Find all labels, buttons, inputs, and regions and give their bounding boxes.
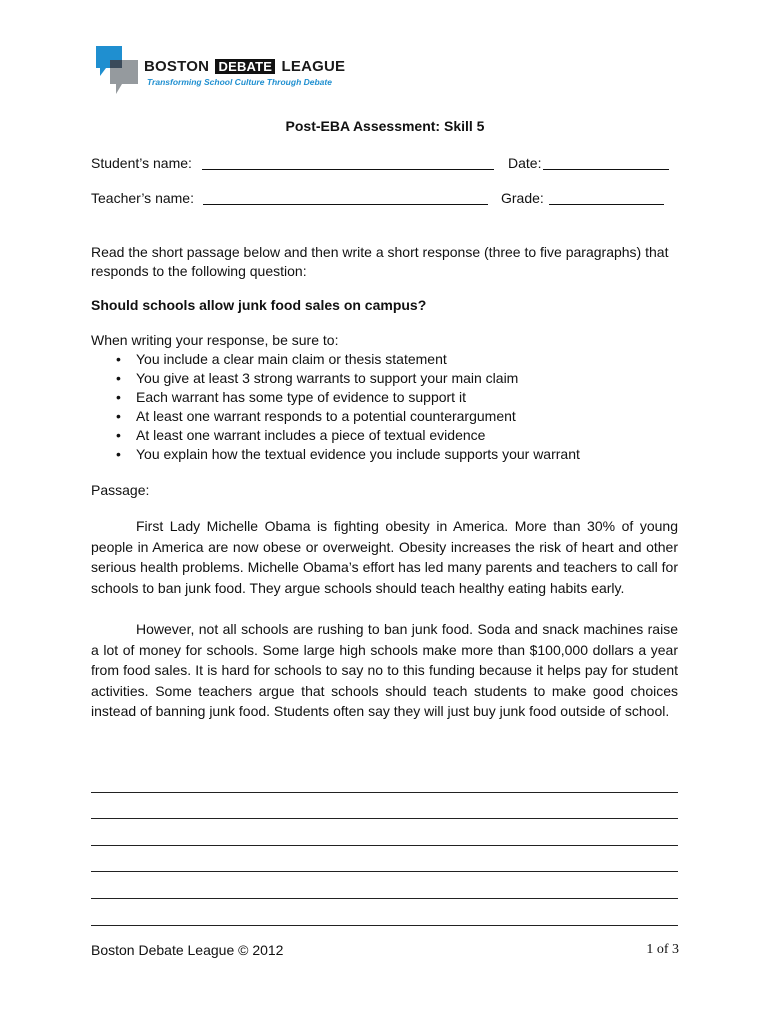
student-name-label: Student’s name:: [91, 155, 192, 171]
logo-wordmark: [144, 58, 345, 75]
response-line[interactable]: [91, 871, 678, 872]
logo-word-league: LEAGUE: [281, 58, 346, 75]
teacher-name-line[interactable]: [203, 204, 488, 205]
checklist-item: • You include a clear main claim or thesis statement: [91, 350, 580, 369]
checklist-item: • At least one warrant responds to a potential counterargument: [91, 407, 580, 426]
grade-line[interactable]: [549, 204, 664, 205]
response-line[interactable]: [91, 845, 678, 846]
student-name-line[interactable]: [202, 169, 494, 170]
passage-label: Passage:: [91, 482, 150, 498]
instructions-text: Read the short passage below and then write a short response (three to five paragraphs) that responds to the following question:: [91, 244, 669, 279]
logo-word-boston: BOSTON: [144, 58, 210, 75]
checklist-item: • You give at least 3 strong warrants to support your main claim: [91, 369, 580, 388]
response-line[interactable]: [91, 925, 678, 926]
date-label: Date:: [508, 155, 542, 171]
speech-bubbles-icon: [94, 44, 142, 100]
response-line[interactable]: [91, 818, 678, 819]
passage-paragraph-1: First Lady Michelle Obama is fighting obesity in America. More than 30% of young people in America are now obese or overweight. Obesity increases the risk of heart and other serious health problems. Michelle Obama’s effort has led many parents and teachers to call for schools to ban junk food. They argue schools should teach healthy eating habits early.: [91, 518, 678, 596]
checklist-intro: When writing your response, be sure to:: [91, 332, 339, 348]
teacher-name-label: Teacher’s name:: [91, 190, 194, 206]
question-text: Should schools allow junk food sales on campus?: [91, 297, 427, 313]
response-line[interactable]: [91, 792, 678, 793]
boston-debate-league-logo: [94, 44, 354, 100]
checklist-item: • You explain how the textual evidence you include supports your warrant: [91, 445, 580, 464]
checklist-item: • At least one warrant includes a piece of textual evidence: [91, 426, 580, 445]
checklist-item: • Each warrant has some type of evidence to support it: [91, 388, 580, 407]
response-checklist: [91, 350, 580, 464]
logo-tagline: Transforming School Culture Through Debate: [147, 77, 332, 87]
grade-label: Grade:: [501, 190, 544, 206]
date-line[interactable]: [543, 169, 669, 170]
page-title: Post-EBA Assessment: Skill 5: [285, 118, 485, 134]
response-line[interactable]: [91, 898, 678, 899]
logo-word-debate: DEBATE: [215, 59, 275, 74]
page-number: 1 of 3: [646, 942, 679, 957]
footer-copyright: Boston Debate League © 2012: [91, 942, 284, 958]
passage-paragraph-2: However, not all schools are rushing to ban junk food. Soda and snack machines raise a lot of money for schools. Some large high schools make more than $100,000 dollars a year from food sales. It is hard for schools to say no to this funding because it helps pay for student activities. Some teachers argue that schools should teach students to make good choices instead of banning junk food. Students often say they will just buy junk food outside of school.: [91, 621, 678, 720]
